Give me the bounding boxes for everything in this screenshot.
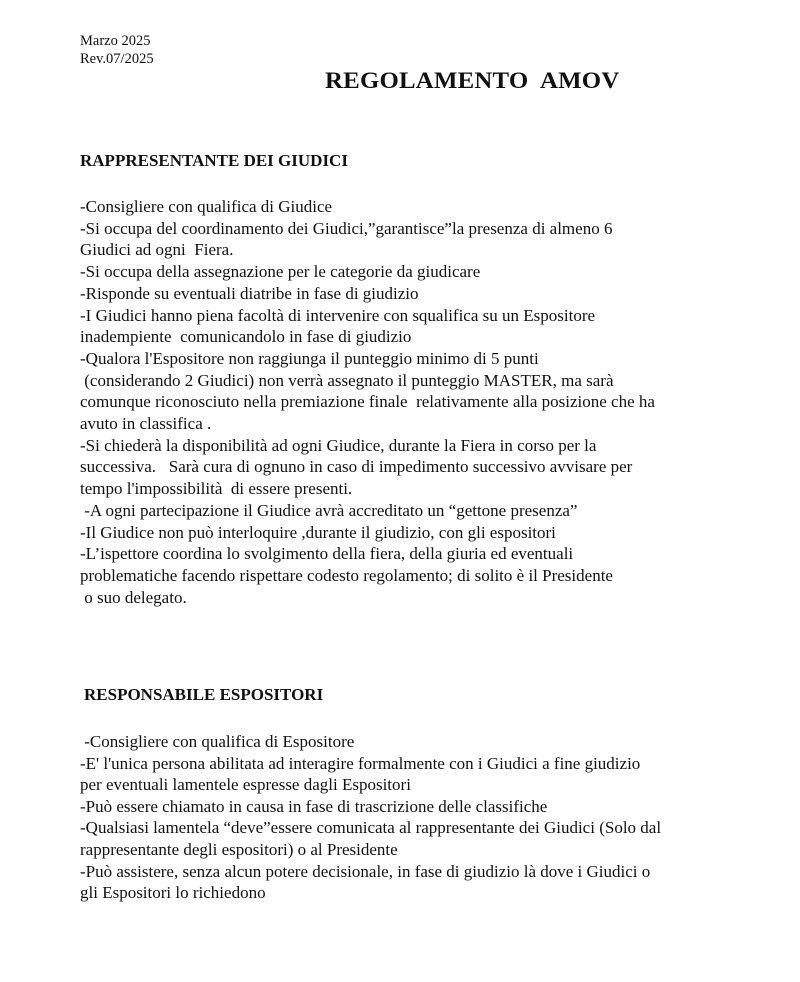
text-line: -Il Giudice non può interloquire ,durante il giudizio, con gli espositori	[80, 522, 556, 542]
text-line: -Si chiederà la disponibilità ad ogni Giudice, durante la Fiera in corso per la	[80, 435, 597, 455]
text-line: inadempiente comunicandolo in fase di giudizio	[80, 327, 412, 347]
text-line: -Può essere chiamato in causa in fase di trascrizione delle classifiche	[80, 796, 548, 816]
text-line: -Si occupa del coordinamento dei Giudici,”garantisce”la presenza di almeno 6	[80, 218, 613, 238]
text-line: -Si occupa della assegnazione per le categorie da giudicare	[80, 262, 481, 282]
document-header-meta	[80, 32, 154, 68]
section-body	[80, 731, 760, 904]
section-heading: RAPPRESENTANTE DEI GIUDICI	[80, 151, 348, 170]
text-line: tempo l'impossibilità di essere presenti.	[80, 479, 353, 499]
text-line: problematiche facendo rispettare codesto regolamento; di solito è il Presidente	[80, 565, 613, 585]
text-line: gli Espositori lo richiedono	[80, 883, 266, 903]
text-line: -L’ispettore coordina lo svolgimento della fiera, della giuria ed eventuali	[80, 544, 574, 564]
text-line: -E' l'unica persona abilitata ad interagire formalmente con i Giudici a fine giudizio	[80, 753, 641, 773]
text-line: -Può assistere, senza alcun potere decisionale, in fase di giudizio là dove i Giudici o	[80, 861, 651, 881]
text-line: successiva. Sarà cura di ognuno in caso di impedimento successivo avvisare per	[80, 457, 633, 477]
text-line: -A ogni partecipazione il Giudice avrà accreditato un “gettone presenza”	[80, 500, 578, 520]
section-responsabile-espositori	[80, 684, 760, 904]
text-line: -I Giudici hanno piena facoltà di intervenire con squalifica su un Espositore	[80, 305, 596, 325]
text-line: Giudici ad ogni Fiera.	[80, 240, 234, 260]
text-line: -Risponde su eventuali diatribe in fase di giudizio	[80, 283, 419, 303]
document-date: Marzo 2025	[80, 33, 151, 49]
text-line: rappresentante degli espositori) o al Presidente	[80, 839, 398, 859]
section-rappresentante-giudici	[80, 150, 760, 608]
text-line: (considerando 2 Giudici) non verrà assegnato il punteggio MASTER, ma sarà	[80, 370, 614, 390]
text-line: avuto in classifica .	[80, 414, 212, 434]
text-line: per eventuali lamentele espresse dagli Espositori	[80, 775, 411, 795]
document-revision: Rev.07/2025	[80, 51, 154, 67]
text-line: o suo delegato.	[80, 587, 187, 607]
section-heading: RESPONSABILE ESPOSITORI	[84, 685, 324, 704]
text-line: -Consigliere con qualifica di Espositore	[80, 732, 355, 751]
text-line: -Consigliere con qualifica di Giudice	[80, 197, 333, 216]
text-line: -Qualsiasi lamentela “deve”essere comunicata al rappresentante dei Giudici (Solo dal	[80, 818, 662, 838]
text-line: comunque riconosciuto nella premiazione finale relativamente alla posizione che ha	[80, 392, 655, 412]
text-line: -Qualora l'Espositore non raggiunga il punteggio minimo di 5 punti	[80, 348, 539, 368]
document-title: REGOLAMENTO AMOV	[325, 68, 620, 93]
section-body	[80, 196, 760, 608]
